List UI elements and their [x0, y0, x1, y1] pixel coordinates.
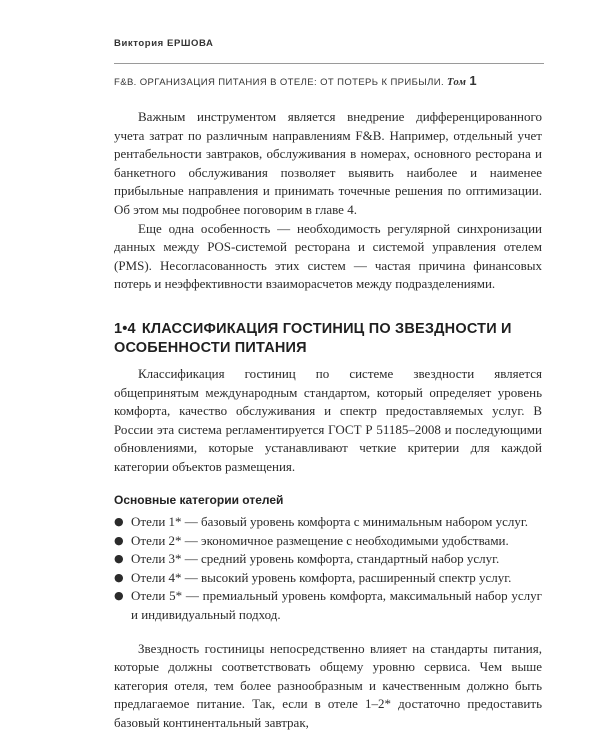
header-divider	[114, 63, 544, 64]
author-name: Виктория ЕРШОВА	[114, 38, 214, 49]
bullet-icon: ●	[114, 533, 124, 547]
bullet-icon: ●	[114, 515, 124, 529]
bullet-icon: ●	[114, 570, 124, 584]
book-title: F&B. ОРГАНИЗАЦИЯ ПИТАНИЯ В ОТЕЛЕ: ОТ ПОТЕРЬ К ПРИБЫЛИ.	[114, 77, 444, 88]
categories-heading: Основные категории отелей	[114, 492, 284, 507]
paragraph-pos-pms-sync: Еще одна особенность — необходимость регулярной синхронизации данных между POS-системой ресторана и системой управления отелем (PMS). Несогласованность этих систем — частая причина финансовых потерь и неэффективности взаиморасчетов между подразделениями.	[114, 220, 542, 292]
volume-label: Том	[447, 77, 467, 88]
list-item: ● Отели 5* — премиальный уровень комфорта, максимальный набор услуг и индивидуальный подход.	[114, 588, 542, 623]
list-item: ● Отели 3* — средний уровень комфорта, стандартный набор услуг.	[114, 550, 542, 569]
bullet-icon: ●	[114, 552, 124, 566]
section-title: КЛАССИФИКАЦИЯ ГОСТИНИЦ ПО ЗВЕЗДНОСТИ И ОСОБЕННОСТИ ПИТАНИЯ	[114, 320, 512, 356]
list-item: ● Отели 1* — базовый уровень комфорта с минимальным набором услуг.	[114, 513, 542, 532]
list-item: ● Отели 4* — высокий уровень комфорта, расширенный спектр услуг.	[114, 569, 542, 588]
paragraph-food-standards: Звездность гостиницы непосредственно влияет на стандарты питания, которые должны соответствовать общему уровню сервиса. Чем выше категория отеля, тем более разнообразным и качественным должно быть предлагаемое питание. Так, если в отеле 1–2* достаточно предоставить базовый континентальный завтрак,	[114, 640, 542, 731]
running-header	[114, 38, 544, 88]
paragraph-cost-accounting: Важным инструментом является внедрение дифференцированного учета затрат по различным направлениям F&B. Например, отдельный учет рентабельности завтраков, обслуживания в номерах, основного ресторана и банкетного обслуживания позволяет выявить наиболее и наименее прибыльные направления и принимать точечные решения по оптимизации. Об этом мы подробнее поговорим в главе 4.	[114, 109, 542, 217]
volume-number: 1	[469, 73, 477, 88]
paragraph-classification: Классификация гостиниц по системе звездности является общепринятым международным стандартом, который определяет уровень комфорта, качество обслуживания и спектр предоставляемых услуг. В России эта система регламентируется ГОСТ Р 51185–2008 и последующими обновлениями, которые устанавливают четкие критерии для каждой категории объектов размещения.	[114, 365, 542, 474]
page-body	[114, 108, 542, 733]
section-number: 1•4	[114, 320, 136, 337]
spacer	[114, 625, 542, 640]
book-title-line	[114, 73, 544, 88]
bullet-icon: ●	[114, 589, 124, 603]
hotel-categories-list	[114, 513, 542, 625]
list-item: ● Отели 2* — экономичное размещение с необходимыми удобствами.	[114, 532, 542, 551]
section-heading	[114, 320, 542, 358]
